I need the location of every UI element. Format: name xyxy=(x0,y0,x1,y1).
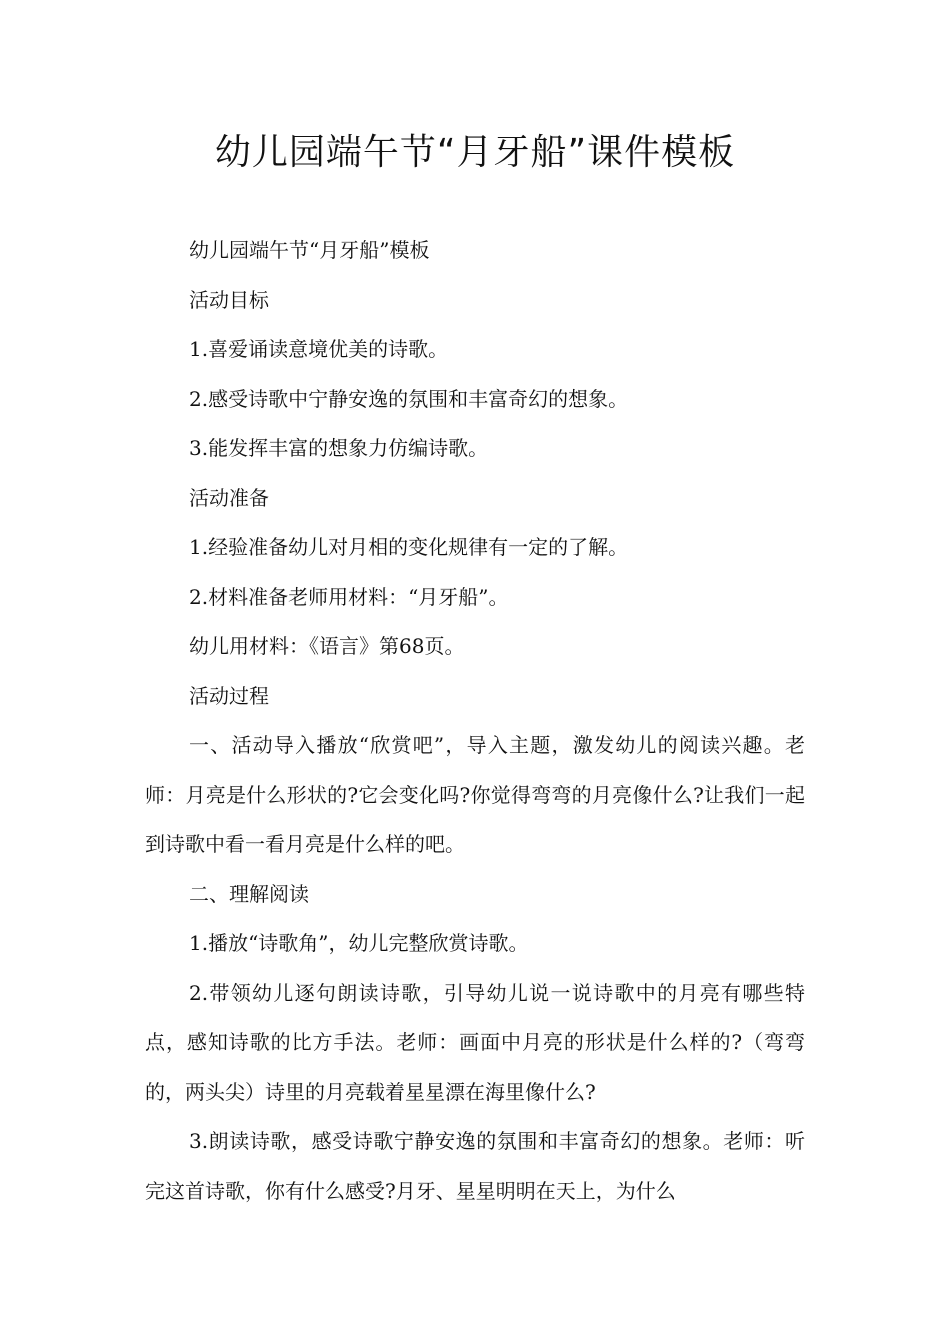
paragraph: 2.带领幼儿逐句朗读诗歌，引导幼儿说一说诗歌中的月亮有哪些特点，感知诗歌的比方手法。老师：画面中月亮的形状是什么样的?（弯弯的，两头尖）诗里的月亮载着星星漂在海里像什么? xyxy=(145,980,805,1104)
paragraph-subtitle: 幼儿园端午节“月牙船”模板 xyxy=(189,238,430,262)
paragraph: 3.朗读诗歌，感受诗歌宁静安逸的氛围和丰富奇幻的想象。老师：听完这首诗歌，你有什么感受?月牙、星星明明在天上，为什么 xyxy=(145,1129,805,1203)
paragraph: 一、活动导入播放“欣赏吧”，导入主题，激发幼儿的阅读兴趣。老师：月亮是什么形状的?它会变化吗?你觉得弯弯的月亮像什么?让我们一起到诗歌中看一看月亮是什么样的吧。 xyxy=(145,733,805,856)
heading-activity-process: 活动过程 xyxy=(189,683,269,708)
document-title: 幼儿园端午节“月牙船”课件模板 xyxy=(214,132,736,173)
heading-activity-preparation: 活动准备 xyxy=(189,485,269,510)
paragraph: 二、理解阅读 xyxy=(189,881,309,906)
document-body xyxy=(145,226,805,1216)
paragraph: 1.经验准备幼儿对月相的变化规律有一定的了解。 xyxy=(189,535,629,559)
paragraph: 2.感受诗歌中宁静安逸的氛围和丰富奇幻的想象。 xyxy=(189,386,629,411)
paragraph: 2.材料准备老师用材料：“月牙船”。 xyxy=(189,584,509,609)
paragraph: 3.能发挥丰富的想象力仿编诗歌。 xyxy=(189,436,489,460)
paragraph: 1.播放“诗歌角”，幼儿完整欣赏诗歌。 xyxy=(189,931,529,955)
heading-activity-goals: 活动目标 xyxy=(189,287,269,312)
paragraph: 1.喜爱诵读意境优美的诗歌。 xyxy=(189,337,449,361)
paragraph: 幼儿用材料：《语言》第68页。 xyxy=(189,634,465,658)
